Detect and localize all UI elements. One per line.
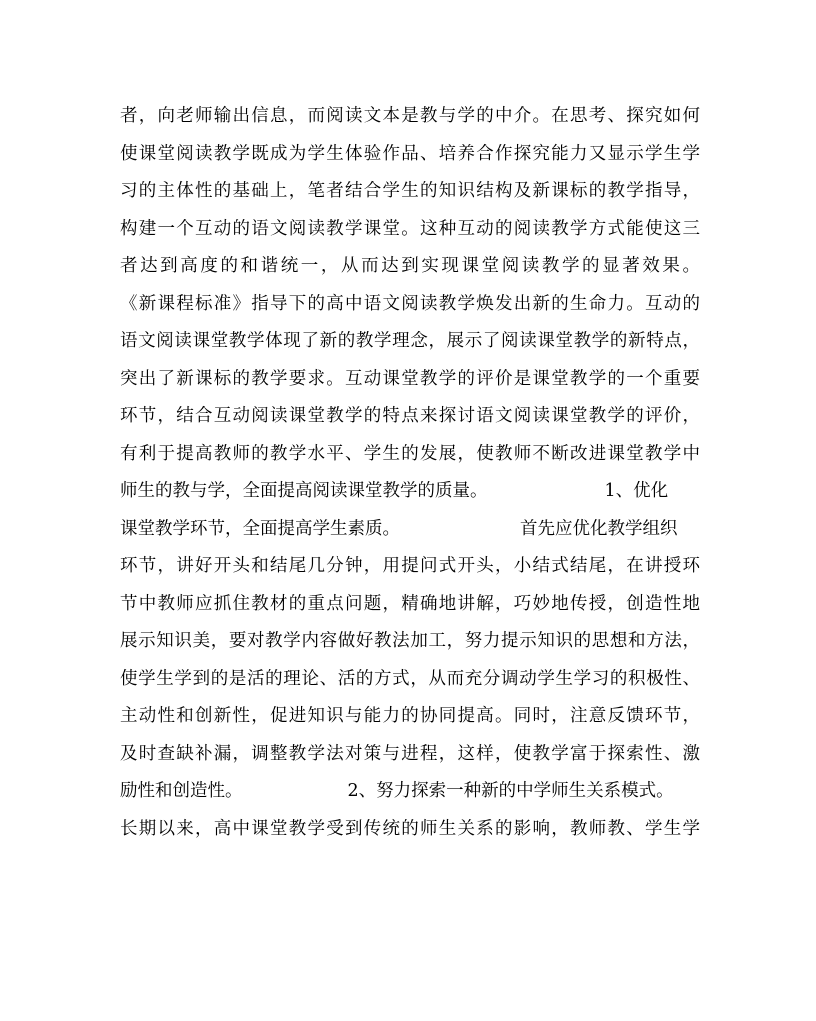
text-line: 者，向老师输出信息，而阅读文本是教与学的中介。在思考、探究如何: [120, 106, 700, 126]
paragraph-end-text: 师生的教与学，全面提高阅读课堂教学的质量。: [120, 481, 488, 501]
text-line: 者达到高度的和谐统一，从而达到实现课堂阅读教学的显著效果。: [120, 256, 700, 276]
text-line: 环节，结合互动阅读课堂教学的特点来探讨语文阅读课堂教学的评价，: [120, 406, 700, 426]
text-line: 主动性和创新性，促进知识与能力的协同提高。同时，注意反馈环节，: [120, 706, 700, 726]
section-heading-2: 2、努力探索一种新的中学师生关系模式。: [347, 781, 674, 801]
text-line: 长期以来，高中课堂教学受到传统的师生关系的影响，教师教、学生学: [120, 818, 700, 839]
section-heading-1-cont: 课堂教学环节，全面提高学生素质。: [120, 518, 400, 539]
text-line: 使学生学到的是活的理论、活的方式，从而充分调动学生学习的积极性、: [120, 668, 700, 689]
paragraph-start-text: 首先应优化教学组织: [520, 518, 678, 539]
text-line: 展示知识美，要对教学内容做好教法加工，努力提示知识的思想和方法，: [120, 631, 700, 651]
text-line-with-heading: [120, 511, 700, 549]
text-line: 《新课程标准》指导下的高中语文阅读教学焕发出新的生命力。互动的: [120, 293, 700, 314]
text-line: 语文阅读课堂教学体现了新的教学理念，展示了阅读课堂教学的新特点，: [120, 331, 700, 351]
text-line: 环节，讲好开头和结尾几分钟，用提问式开头，小结式结尾，在讲授环: [120, 556, 700, 576]
section-heading-1: 1、优化: [604, 481, 669, 501]
body-text: [120, 98, 700, 848]
text-line-with-heading: [120, 773, 700, 811]
text-line: 构建一个互动的语文阅读教学课堂。这种互动的阅读教学方式能使这三: [120, 218, 700, 239]
text-line: 及时查缺补漏，调整教学法对策与进程，这样，使教学富于探索性、激: [120, 743, 700, 764]
paragraph-end-text: 励性和创造性。: [120, 781, 243, 801]
text-line: 有利于提高教师的教学水平、学生的发展，使教师不断改进课堂教学中: [120, 443, 700, 464]
text-line: 习的主体性的基础上，笔者结合学生的知识结构及新课标的教学指导，: [120, 181, 700, 201]
text-line: 节中教师应抓住教材的重点问题，精确地讲解，巧妙地传授，创造性地: [120, 593, 700, 614]
text-line-with-heading: [120, 473, 700, 511]
text-line: 突出了新课标的教学要求。互动课堂教学的评价是课堂教学的一个重要: [120, 368, 700, 389]
text-line: 使课堂阅读教学既成为学生体验作品、培养合作探究能力又显示学生学: [120, 143, 700, 164]
